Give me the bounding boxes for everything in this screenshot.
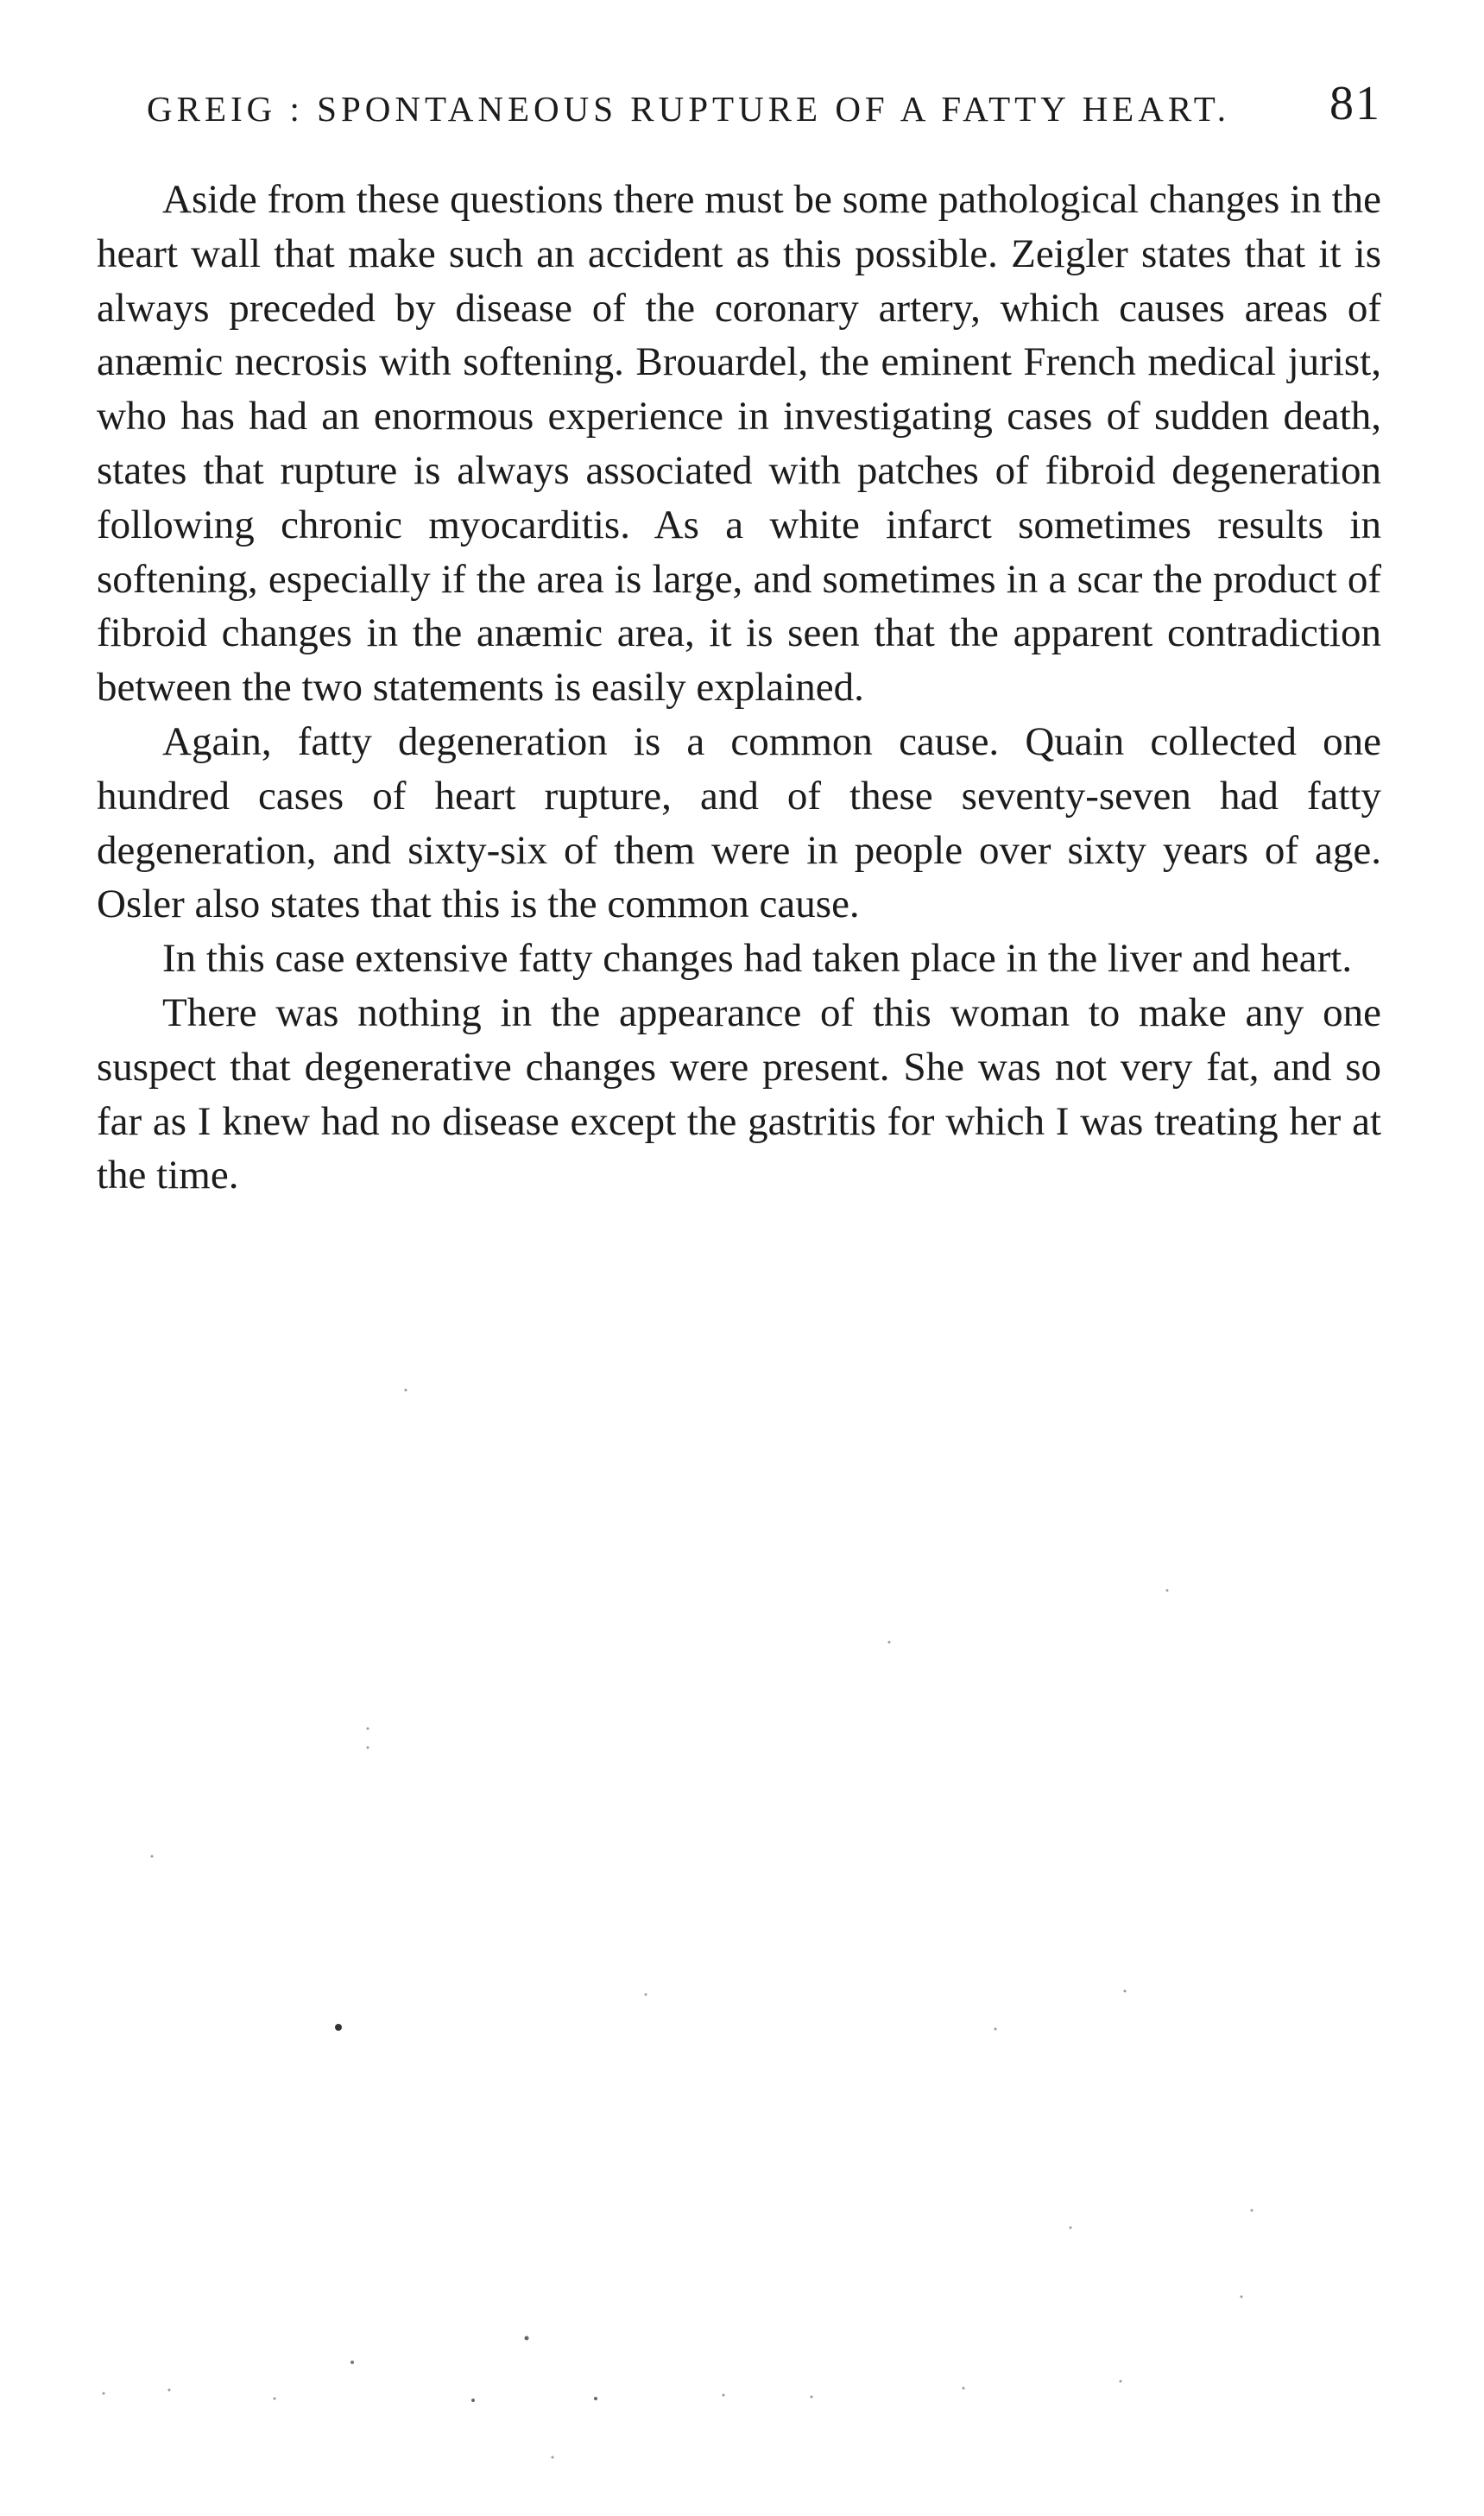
- running-title: GREIG : SPONTANEOUS RUPTURE OF A FATTY HEART.: [147, 89, 1230, 129]
- page-number: 81: [1329, 77, 1381, 130]
- body-text: [97, 173, 1381, 1203]
- paragraph: There was nothing in the appearance of this woman to make any one suspect that degenerative changes were present. She was not very fat, and so far as I knew had no disease except the gastritis for which I was treating her at the time.: [97, 989, 1381, 1198]
- running-header: [147, 76, 1381, 136]
- paragraph: In this case extensive fatty changes had taken place in the liver and heart.: [162, 936, 1353, 982]
- paragraph: Again, fatty degeneration is a common cause. Quain collected one hundred cases of heart rupture, and of these seventy-seven had fatty degeneration, and sixty-six of them were in people over sixty years of age. Osler also states that this is the common cause.: [97, 718, 1381, 927]
- paragraph: Aside from these questions there must be some pathological changes in the heart wall that make such an accident as this possible. Zeigler states that it is always preceded by disease of the coronary artery, which causes areas of anæmic necrosis with softening. Brouardel, the eminent French medical jurist, who has had an enormous experience in investigating cases of sudden death, states that rupture is always associated with patches of fibroid degeneration following chronic myocarditis. As a white infarct sometimes results in softening, especially if the area is large, and sometimes in a scar the product of fibroid changes in the anæmic area, it is seen that the apparent contradiction between the two statements is easily explained.: [97, 177, 1381, 711]
